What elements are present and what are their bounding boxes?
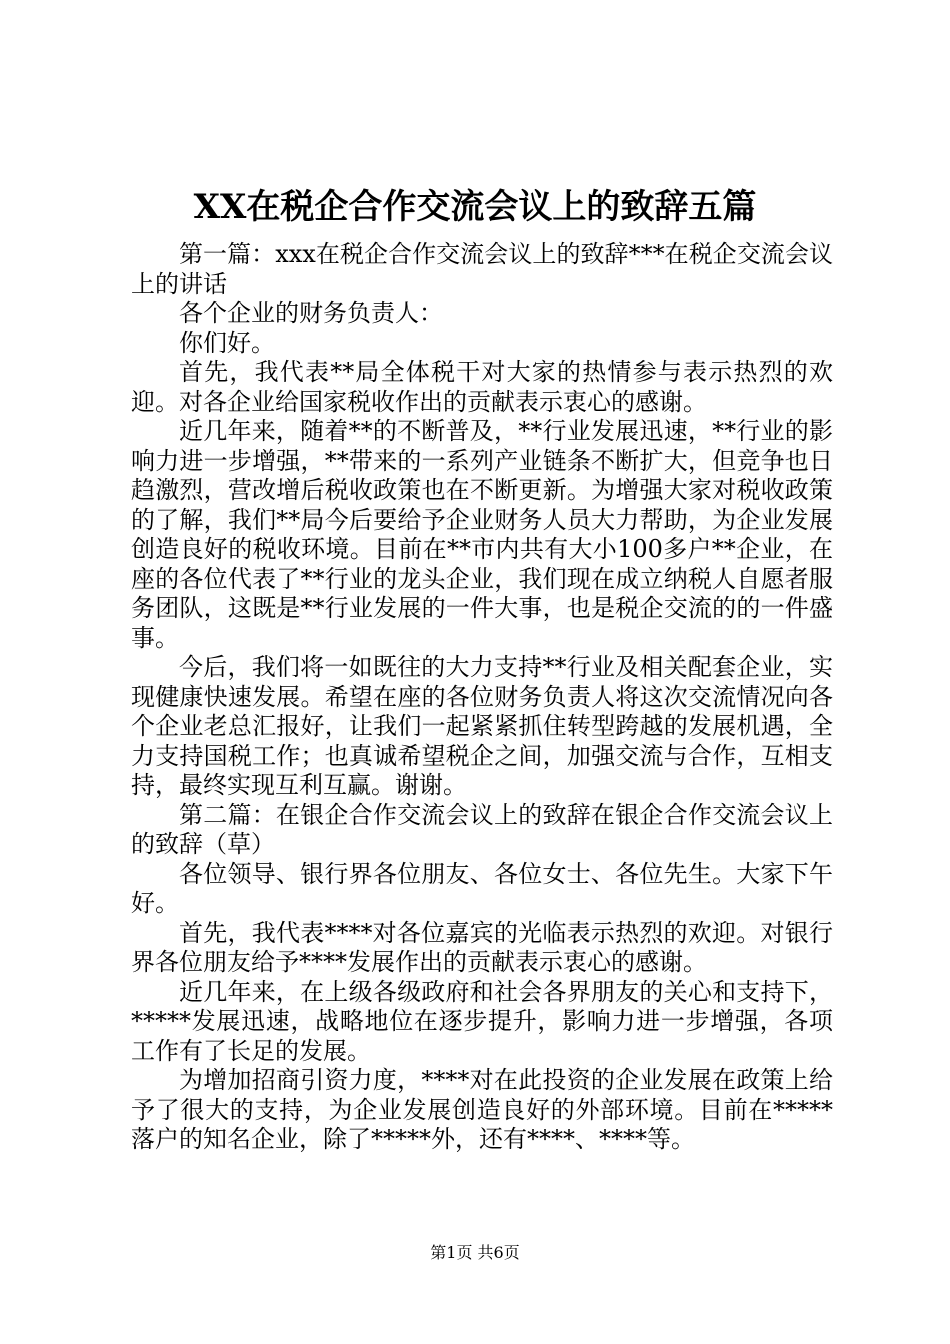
paragraph: 今后，我们将一如既往的大力支持**行业及相关配套企业，实现健康快速发展。希望在座的各位财务负责人将这次交流情况向各个企业老总汇报好，让我们一起紧紧抓住转型跨越的发展机遇，全力支持国税工作；也真诚希望税企之间，加强交流与合作，互相支持，最终实现互利互赢。谢谢。 [131, 653, 833, 799]
paragraph: 第一篇：xxx在税企合作交流会议上的致辞***在税企交流会议上的讲话 [131, 240, 833, 298]
paragraph: 近几年来，在上级各级政府和社会各界朋友的关心和支持下，*****发展迅速，战略地位在逐步提升，影响力进一步增强，各项工作有了长足的发展。 [131, 977, 833, 1065]
page-footer: 第1页 共6页 [430, 1243, 520, 1262]
paragraph: 你们好。 [179, 328, 275, 357]
document-body [131, 240, 833, 1155]
paragraph: 各位领导、银行界各位朋友、各位女士、各位先生。大家下午好。 [131, 859, 833, 917]
paragraph: 为增加招商引资力度，****对在此投资的企业发展在政策上给予了很大的支持，为企业发展创造良好的外部环境。目前在*****落户的知名企业，除了*****外，还有****、****等。 [131, 1066, 833, 1153]
paragraph: 近几年来，随着**的不断普及，**行业发展迅速，**行业的影响力进一步增强，**带来的一系列产业链条不断扩大，但竞争也日趋激烈，营改增后税收政策也在不断更新。为增强大家对税收政策的了解，我们**局今后要给予企业财务人员大力帮助，为企业发展创造良好的税收环境。目前在**市内共有大小100多户**企业，在座的各位代表了**行业的龙头企业，我们现在成立纳税人自愿者服务团队，这既是**行业发展的一件大事，也是税企交流的的一件盛事。 [131, 417, 833, 652]
paragraph: 首先，我代表****对各位嘉宾的光临表示热烈的欢迎。对银行界各位朋友给予****发展作出的贡献表示衷心的感谢。 [131, 918, 833, 976]
paragraph: 第二篇：在银企合作交流会议上的致辞在银企合作交流会议上的致辞（草） [131, 800, 833, 858]
document-title: XX在税企合作交流会议上的致辞五篇 [193, 187, 757, 227]
paragraph: 首先，我代表**局全体税干对大家的热情参与表示热烈的欢迎。对各企业给国家税收作出的贡献表示衷心的感谢。 [131, 358, 833, 416]
paragraph: 各个企业的财务负责人： [179, 299, 443, 327]
